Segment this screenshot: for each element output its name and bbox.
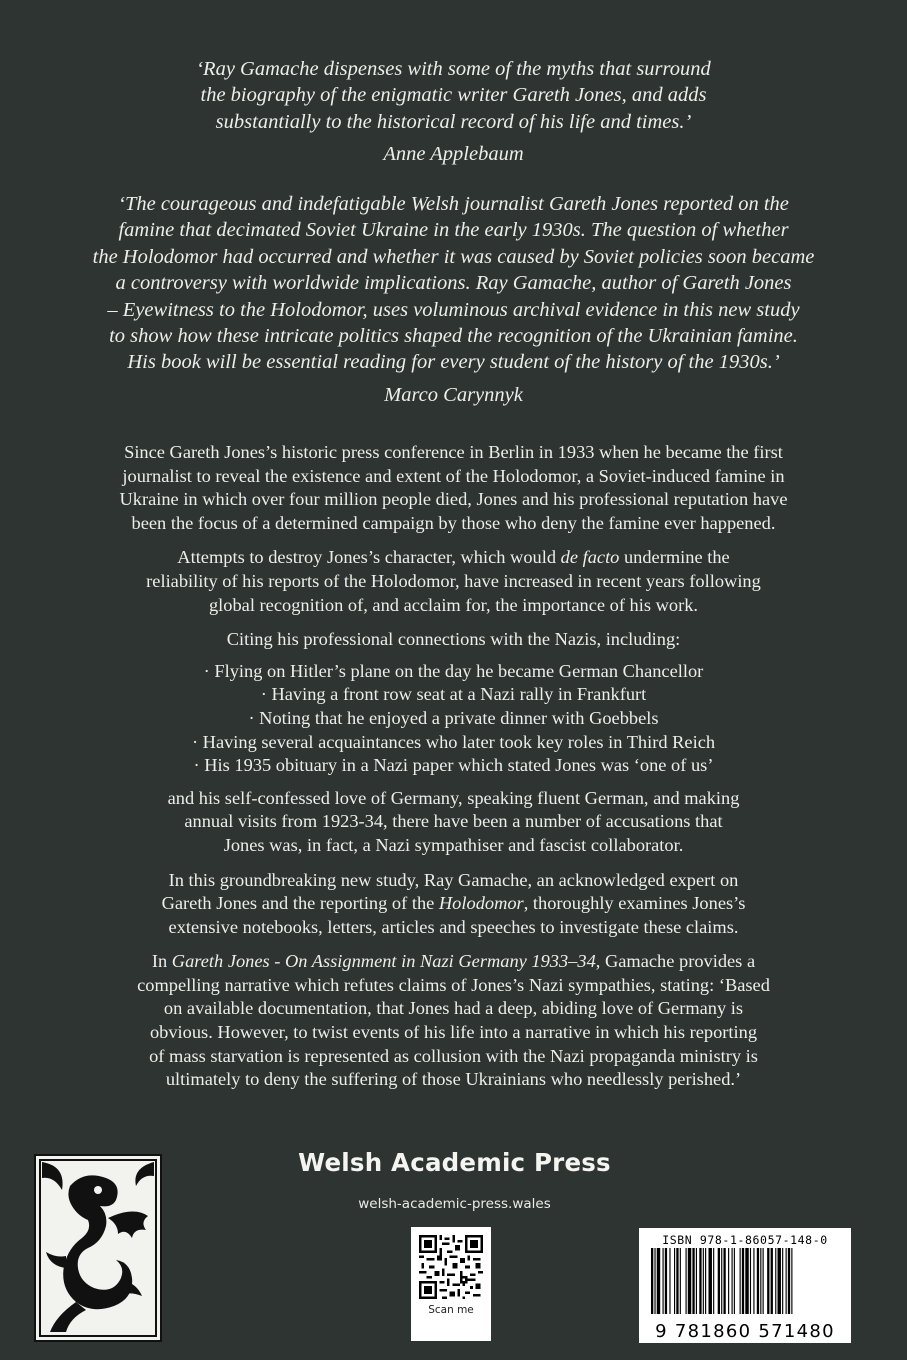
- text-run: , Gamache provides a: [595, 951, 756, 972]
- barcode-bar: [654, 1248, 655, 1314]
- blurb-paragraph-6: [70, 950, 837, 1092]
- text-line: Ukraine in which over four million people died, Jones and his professional reputation have: [119, 489, 788, 510]
- barcode-bar: [703, 1248, 704, 1314]
- dragon-icon: [36, 1156, 160, 1340]
- barcode-bar: [665, 1248, 667, 1314]
- barcode-bar: [723, 1248, 725, 1314]
- quote-line: His book will be essential reading for every student of the history of the 1930s.’: [127, 351, 780, 374]
- isbn-barcode: [639, 1228, 851, 1343]
- blurb-paragraph-3: Citing his professional connections with the Nazis, including:: [226, 629, 681, 650]
- barcode-bar: [734, 1248, 735, 1314]
- text-line: and his self-confessed love of Germany, speaking fluent German, and making: [167, 787, 740, 808]
- quote-line: famine that decimated Soviet Ukraine in the early 1930s. The question of whether: [118, 219, 789, 242]
- qr-caption: Scan me: [428, 1304, 474, 1316]
- blurb-paragraph-1: [70, 441, 837, 535]
- barcode-bar: [728, 1248, 729, 1314]
- text-line: global recognition of, and acclaim for, the importance of his work.: [208, 594, 698, 615]
- review-quote-applebaum: [60, 56, 847, 167]
- list-item: · Flying on Hitler’s plane on the day he became German Chancellor: [203, 660, 704, 681]
- barcode-bar: [696, 1248, 697, 1314]
- barcode-bar: [778, 1248, 781, 1314]
- text-run: Gareth Jones and the reporting of the: [161, 893, 439, 914]
- barcode-bar: [791, 1248, 792, 1314]
- blurb-paragraph-4: [70, 787, 837, 858]
- barcode-bar: [763, 1248, 764, 1314]
- qr-code: [411, 1227, 491, 1341]
- text-line: annual visits from 1923-34, there have been a number of accusations that: [184, 811, 723, 832]
- text-line: been the focus of a determined campaign by those who deny the famine ever happened.: [131, 512, 776, 533]
- barcode-bar: [674, 1248, 675, 1314]
- text-line: on available documentation, that Jones had a deep, abiding love of Germany is: [163, 998, 744, 1019]
- blurb: [70, 441, 837, 1103]
- quote-author: Anne Applebaum: [383, 143, 524, 166]
- text-line: ultimately to deny the suffering of those Ukrainians who needlessly perished.’: [165, 1069, 742, 1090]
- quote-line: to show how these intricate politics shaped the recognition of the Ukrainian famine.: [109, 325, 798, 348]
- isbn-label: ISBN 978-1-86057-148-0: [662, 1233, 828, 1247]
- barcode-bar: [651, 1248, 653, 1314]
- barcode-bar: [680, 1248, 681, 1314]
- quote-line: ‘Ray Gamache dispenses with some of the myths that surround: [196, 58, 711, 80]
- italic-book-title: Gareth Jones - On Assignment in Nazi Germany 1933–34: [171, 951, 596, 972]
- barcode-bar: [705, 1248, 706, 1314]
- barcode-bar: [686, 1248, 687, 1314]
- blurb-paragraph-5: [70, 869, 837, 940]
- list-item: · Having a front row seat at a Nazi rally in Frankfurt: [260, 684, 647, 705]
- barcode-bar: [740, 1248, 741, 1314]
- barcode-bar: [657, 1248, 660, 1314]
- connections-list: [70, 660, 837, 778]
- barcode-bar: [688, 1248, 691, 1314]
- barcode-bar: [676, 1248, 678, 1314]
- text-line: obvious. However, to twist events of his life into a narrative in which his reporting: [149, 1022, 758, 1043]
- qr-code-icon: [419, 1235, 483, 1299]
- text-run: undermine the: [619, 547, 730, 568]
- barcode-bar: [760, 1248, 761, 1314]
- text-run: In: [151, 951, 172, 972]
- barcode-bar: [732, 1248, 733, 1314]
- text-line: of mass starvation is represented as collusion with the Nazi propaganda ministry is: [149, 1045, 758, 1066]
- publisher-website: welsh-academic-press.wales: [358, 1196, 551, 1212]
- text-line: journalist to reveal the existence and extent of the Holodomor, a Soviet-induced famine in: [122, 465, 785, 486]
- review-quote-carynnyk: [60, 191, 847, 408]
- barcode-bar: [767, 1248, 769, 1314]
- barcode-bar: [742, 1248, 744, 1314]
- barcode-bar: [663, 1248, 664, 1314]
- barcode-bar: [757, 1248, 759, 1314]
- publisher-name: Welsh Academic Press: [298, 1148, 611, 1177]
- barcode-icon: [647, 1246, 843, 1316]
- text-line: Jones was, in fact, a Nazi sympathiser and fascist collaborator.: [223, 834, 684, 855]
- quote-line: ‘The courageous and indefatigable Welsh journalist Gareth Jones reported on the: [118, 193, 789, 215]
- barcode-bar: [788, 1248, 790, 1314]
- italic-term: Holodomor: [438, 893, 524, 914]
- quote-line: the biography of the enigmatic writer Gareth Jones, and adds: [200, 84, 707, 107]
- text-line: extensive notebooks, letters, articles and speeches to investigate these claims.: [168, 916, 739, 937]
- barcode-bar: [692, 1248, 694, 1314]
- quote-author: Marco Carynnyk: [384, 383, 523, 406]
- list-item: · His 1935 obituary in a Nazi paper which stated Jones was ‘one of us’: [193, 755, 714, 776]
- barcode-bar: [750, 1248, 751, 1314]
- quote-line: – Eyewitness to the Holodomor, uses voluminous archival evidence in this new study: [107, 298, 800, 321]
- barcode-bar: [721, 1248, 722, 1314]
- barcode-bar: [745, 1248, 748, 1314]
- text-line: Since Gareth Jones’s historic press conference in Berlin in 1933 when he became the first: [124, 442, 783, 462]
- text-run: Attempts to destroy Jones’s character, which would: [177, 547, 561, 568]
- quote-line: a controversy with worldwide implications. Ray Gamache, author of Gareth Jones: [115, 272, 792, 295]
- publisher-logo: [34, 1154, 162, 1342]
- text-line: In this groundbreaking new study, Ray Gamache, an acknowledged expert on: [168, 869, 739, 890]
- barcode-bar: [775, 1248, 776, 1314]
- blurb-paragraph-2: [70, 546, 837, 617]
- barcode-bar: [771, 1248, 773, 1314]
- barcode-bar: [782, 1248, 783, 1314]
- barcode-bar: [699, 1248, 701, 1314]
- list-item: · Noting that he enjoyed a private dinner with Goebbels: [248, 707, 659, 728]
- barcode-bar: [718, 1248, 720, 1314]
- quote-line: substantially to the historical record of his life and times.’: [215, 110, 692, 133]
- barcode-bar: [669, 1248, 670, 1314]
- isbn-digits: 9 781860 571480: [655, 1321, 835, 1342]
- barcode-bar: [753, 1248, 754, 1314]
- text-line: compelling narrative which refutes claims of Jones’s Nazi sympathies, stating: ‘Based: [137, 974, 770, 995]
- barcode-bar: [786, 1248, 787, 1314]
- barcode-bar: [709, 1248, 712, 1314]
- text-line: reliability of his reports of the Holodomor, have increased in recent years following: [146, 570, 761, 591]
- italic-term: de facto: [560, 547, 620, 568]
- list-item: · Having several acquaintances who later took key roles in Third Reich: [191, 731, 716, 752]
- quote-line: the Holodomor had occurred and whether it was caused by Soviet policies soon became: [92, 245, 815, 268]
- barcode-bar: [713, 1248, 714, 1314]
- text-run: , thoroughly examines Jones’s: [523, 893, 746, 914]
